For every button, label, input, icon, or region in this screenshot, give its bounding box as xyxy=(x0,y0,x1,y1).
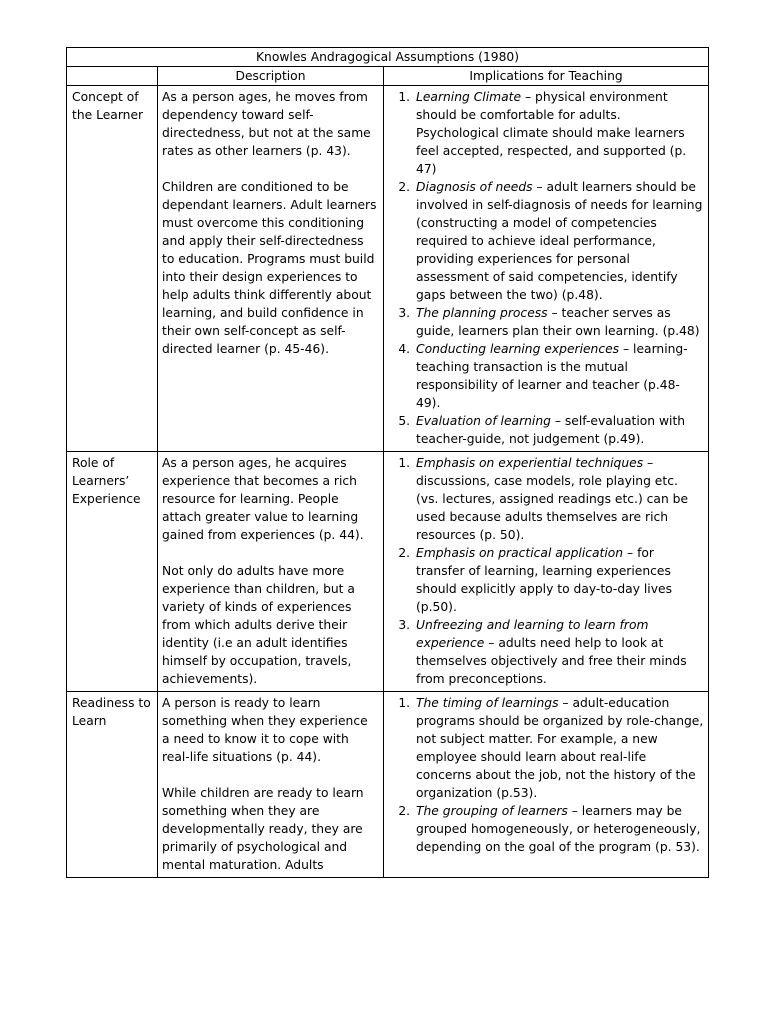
implications-list xyxy=(388,454,704,688)
item-text: – for transfer of learning, learning experiences should explicitly apply to day-to-day lives (p.50). xyxy=(416,546,672,614)
table-row xyxy=(67,692,709,878)
item-text: – self-evaluation with teacher-guide, not judgement (p.49). xyxy=(416,414,686,446)
title-row xyxy=(67,48,709,67)
row-label: Role of Learners’ Experience xyxy=(67,452,158,692)
item-lead: Learning Climate xyxy=(416,90,522,104)
item-lead: Conducting learning experiences xyxy=(416,342,620,356)
implications-cell xyxy=(384,452,709,692)
table-title: Knowles Andragogical Assumptions (1980) xyxy=(67,48,709,67)
list-item xyxy=(414,340,704,412)
item-text: – teacher serves as guide, learners plan their own learning. (p.48) xyxy=(416,306,700,338)
item-text: – adult-education programs should be organized by role-change, not subject matter. For example, a new employee should learn about real-life concerns about the job, not the history of the organization (p.53). xyxy=(416,696,704,800)
header-implications: Implications for Teaching xyxy=(384,67,709,86)
implications-list xyxy=(388,694,704,856)
list-item xyxy=(414,544,704,616)
implications-cell xyxy=(384,692,709,878)
description-cell xyxy=(158,86,384,452)
item-lead: Emphasis on practical application xyxy=(416,546,624,560)
list-item xyxy=(414,454,704,544)
implications-cell xyxy=(384,86,709,452)
item-lead: Diagnosis of needs xyxy=(416,180,533,194)
list-item xyxy=(414,694,704,802)
header-row xyxy=(67,67,709,86)
item-text: – discussions, case models, role playing etc. (vs. lectures, assigned readings etc.) can be used because adults themselves are rich resources (p. 50). xyxy=(416,456,689,542)
implications-list xyxy=(388,88,704,448)
table-row xyxy=(67,86,709,452)
description-paragraph: As a person ages, he moves from dependency toward self-directedness, but not at the same rates as other learners (p. 43). xyxy=(162,90,371,158)
list-item xyxy=(414,412,704,448)
item-lead: Unfreezing and learning to learn from experience xyxy=(416,618,649,650)
item-text: – adults need help to look at themselves objectively and free their minds from preconceptions. xyxy=(416,636,687,686)
description-paragraph: As a person ages, he acquires experience that becomes a rich resource for learning. People attach greater value to learning gained from experiences (p. 44). xyxy=(162,456,364,542)
list-item xyxy=(414,802,704,856)
header-description: Description xyxy=(158,67,384,86)
list-item xyxy=(414,616,704,688)
list-item xyxy=(414,88,704,178)
item-lead: Emphasis on experiential techniques xyxy=(416,456,644,470)
description-paragraph: While children are ready to learn something when they are developmentally ready, they are primarily of psychological and mental maturation. Adults xyxy=(162,786,364,872)
list-item xyxy=(414,178,704,304)
table-row xyxy=(67,452,709,692)
item-lead: Evaluation of learning xyxy=(416,414,551,428)
description-paragraph: Children are conditioned to be dependant learners. Adult learners must overcome this conditioning and apply their self-directedness to education. Programs must build into their design experiences to help adults think differently about learning, and build confidence in their own self-concept as self-directed learner (p. 45-46). xyxy=(162,180,377,356)
row-label: Concept of the Learner xyxy=(67,86,158,452)
item-lead: The grouping of learners xyxy=(416,804,568,818)
description-paragraph: A person is ready to learn something when they experience a need to know it to cope with real-life situations (p. 44). xyxy=(162,696,368,764)
description-paragraph: Not only do adults have more experience than children, but a variety of kinds of experiences from which adults derive their identity (i.e an adult identifies himself by occupation, travels, achievements). xyxy=(162,564,355,686)
list-item xyxy=(414,304,704,340)
description-cell xyxy=(158,692,384,878)
item-text: – learning-teaching transaction is the mutual responsibility of learner and teacher (p.48-49). xyxy=(416,342,688,410)
item-lead: The planning process xyxy=(416,306,548,320)
item-text: – adult learners should be involved in self-diagnosis of needs for learning (constructing a model of competencies required to achieve ideal performance, providing experiences for personal assessment of said competencies, identify gaps between the two) (p.48). xyxy=(416,180,703,302)
item-text: – physical environment should be comfortable for adults. Psychological climate should make learners feel accepted, respected, and supported (p. 47) xyxy=(416,90,687,176)
item-text: – learners may be grouped homogeneously, or heterogeneously, depending on the goal of the program (p. 53). xyxy=(416,804,701,854)
item-lead: The timing of learnings xyxy=(416,696,559,710)
header-empty-cell xyxy=(67,67,158,86)
andragogy-table xyxy=(66,47,709,878)
row-label: Readiness to Learn xyxy=(67,692,158,878)
description-cell xyxy=(158,452,384,692)
